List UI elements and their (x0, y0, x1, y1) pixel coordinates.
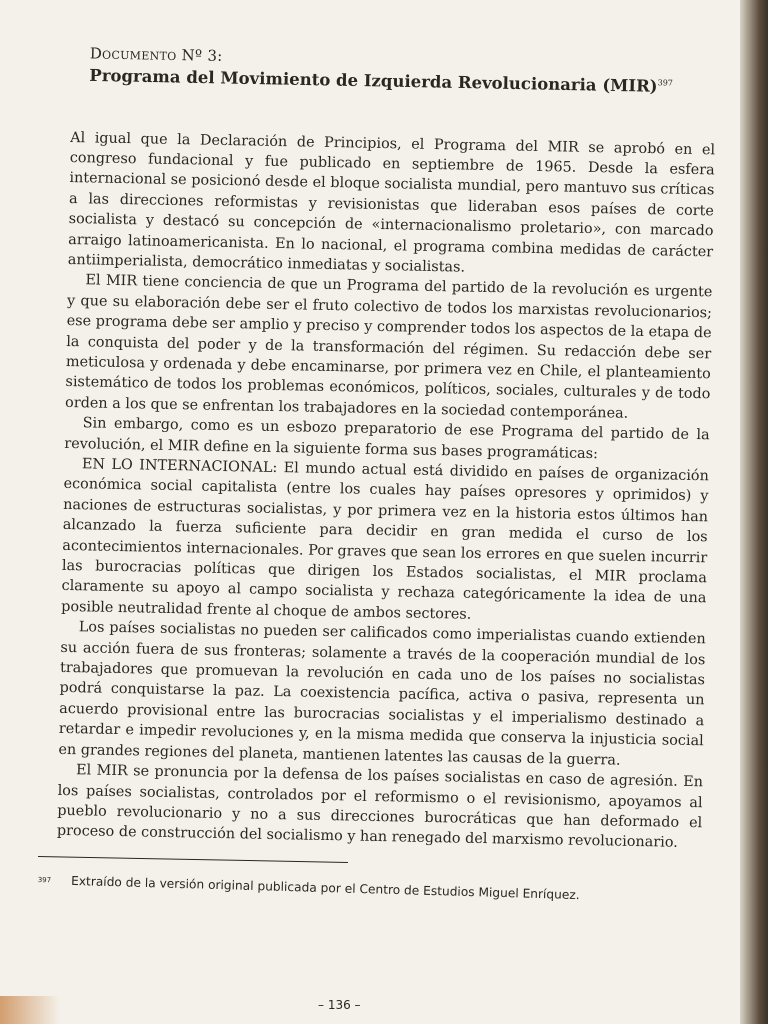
document-title-text: Programa del Movimiento de Izquierda Revolucionaria (MIR) (89, 65, 658, 96)
footnote-text: Extraído de la versión original publicada por el Centro de Estudios Miguel Enríquez. (70, 873, 580, 903)
footnote (38, 872, 678, 906)
paragraph: Al igual que la Declaración de Principios, el Programa del MIR se aprobó en el congreso fundacional y fue publicado en septiembre de 1965. Desde la esfera internacional se posicionó desde el bloque socialista mundial, pero mantuvo sus críticas a las direcciones reformistas y revisionistas que lideraban esos países de corte socialista y destacó su concepción de «internacionalismo proletario», con marcado arraigo latinoamericanista. En lo nacional, el programa combina medidas de carácter antiimperialista, democrático inmediatas y socialistas. (67, 129, 716, 276)
page-corner-shadow (0, 996, 60, 1024)
title-footnote-mark: 397 (657, 78, 674, 88)
paragraph: EN LO INTERNACIONAL: El mundo actual está dividido en países de organización económica social capitalista (entre los cuales hay países opresores y oprimidos) y naciones de estructuras socialistas, y por primera vez en la historia estos últimos han alcanzado la fuerza suficiente para decidir en gran medida el curso de los acontecimientos internacionales. Por graves que sean los errores en que suelen incurrir las burocracias políticas que dirigen los Estados socialistas, el MIR proclama claramente su apoyo al campo socialista y rechaza categóricamente la idea de una posible neutralidad frente al choque de ambos sectores. (61, 456, 709, 623)
body-text (57, 127, 716, 853)
document-label: Documento Nº 3: (89, 44, 223, 65)
paragraph: Sin embargo, como es un esbozo preparatorio de ese Programa del partido de la revolución, el MIR define en la siguiente forma sus bases programáticas: (64, 415, 710, 462)
text-block (57, 44, 717, 854)
page-number: – 136 – (318, 998, 361, 1012)
paragraph: El MIR tiene conciencia de que un Programa del partido de la revolución es urgente y que su elaboración debe ser el fruto colectivo de todos los marxistas revolucionarios; ese programa debe ser amplio y preciso y comprender todos los aspectos de la etapa de la conquista del poder y de la transformación del régimen. Su redacción debe ser meticulosa y ordenada y debe encaminarse, por primera vez en Chile, el planteamiento sistemático de todos los problemas económicos, políticos, sociales, culturales y de todo orden a los que se enfrentan los trabajadores en la sociedad contemporánea. (64, 272, 713, 422)
footnote-divider (38, 856, 348, 863)
page-edge-shadow (740, 0, 768, 1024)
footnote-number: 397 (37, 875, 52, 885)
paragraph: El MIR se pronuncia por la defensa de los países socialistas en caso de agresión. En los países socialistas, controlados por el reformismo o el revisionismo, apoyamos al pueblo revolucionario y no a sus direcciones burocráticas que han deformado el proceso de construcción del socialismo y han renegado del marxismo revolucionario. (56, 762, 704, 852)
paragraph: Los países socialistas no pueden ser calificados como imperialistas cuando extienden su acción fuera de sus fronteras; solamente a través de la cooperación mundial de los trabajadores que promuevan la revolución en cada uno de los países no socialistas podrá conquistarse la paz. La coexistencia pacífica, activa o pasiva, representa un acuerdo provisional entre las burocracias socialistas y el imperialismo destinado a retardar e impedir revoluciones y, en la misma medida que conserva la injusticia social en grandes regiones del planeta, mantienen latentes las causas de la guerra. (58, 619, 706, 769)
